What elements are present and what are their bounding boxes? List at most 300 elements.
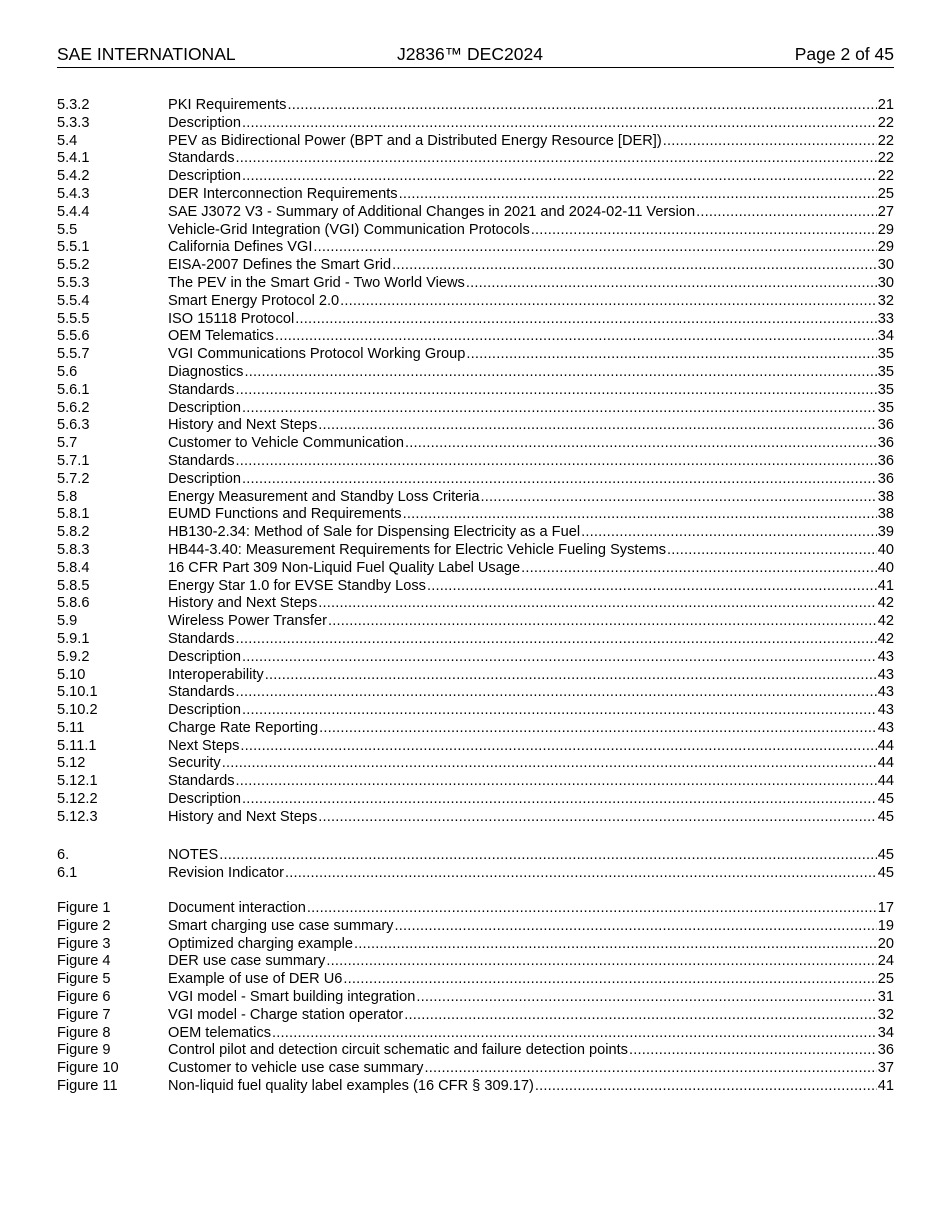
toc-entry-body (168, 613, 894, 631)
toc-dot-leader (240, 738, 876, 756)
toc-entry-title: PEV as Bidirectional Power (BPT and a Distributed Energy Resource [DER]) (168, 132, 662, 149)
toc-entry[interactable] (57, 168, 894, 186)
toc-entry[interactable] (57, 791, 894, 809)
toc-entry-page: 41 (877, 1077, 894, 1094)
toc-entry-page: 42 (877, 630, 894, 647)
toc-dot-leader (242, 702, 877, 720)
toc-entry-title: NOTES (168, 847, 219, 863)
toc-entry-title: Document interaction (168, 900, 306, 916)
toc-entry[interactable] (57, 364, 894, 382)
toc-entry-title: VGI Communications Protocol Working Group (168, 346, 466, 363)
toc-entry-title: Smart Energy Protocol 2.0 (168, 292, 340, 309)
toc-entry-page: 42 (877, 613, 894, 630)
toc-entry[interactable] (57, 97, 894, 115)
toc-entry[interactable] (57, 453, 894, 471)
toc-entry-body (168, 755, 894, 773)
toc-dot-leader (236, 773, 877, 791)
toc-dot-leader (392, 257, 877, 275)
toc-entry-body (168, 791, 894, 809)
toc-dot-leader (242, 400, 877, 418)
toc-entry-body (168, 847, 894, 865)
toc-dot-leader (318, 809, 877, 827)
toc-entry[interactable] (57, 773, 894, 791)
toc-dot-leader (531, 222, 877, 240)
toc-entry-number: 5.10.2 (57, 702, 98, 719)
toc-entry-number: 6.1 (57, 864, 78, 881)
toc-entry-title: HB130-2.34: Method of Sale for Dispensing Electricity as a Fuel (168, 524, 581, 541)
toc-entry[interactable] (57, 595, 894, 613)
toc-entry-number: Figure 1 (57, 900, 111, 916)
toc-entry-body (168, 971, 894, 989)
toc-entry-title: Diagnostics (168, 363, 244, 380)
toc-entry-body (168, 168, 894, 186)
toc-dot-leader (265, 667, 877, 685)
toc-entry[interactable] (57, 293, 894, 311)
toc-entry[interactable] (57, 542, 894, 560)
toc-dot-leader (236, 631, 877, 649)
toc-entry-page: 38 (877, 488, 894, 505)
toc-entry-number: 5.7 (57, 435, 78, 452)
toc-entry[interactable] (57, 1007, 894, 1025)
toc-dot-leader (319, 720, 877, 738)
toc-entry-title: Example of use of DER U6 (168, 971, 343, 988)
toc-entry-body (168, 150, 894, 168)
toc-entry[interactable] (57, 918, 894, 936)
toc-dot-leader (313, 239, 876, 257)
toc-entry-page: 22 (877, 150, 894, 167)
toc-entry-page: 41 (877, 577, 894, 594)
toc-entry-number: 5.12.3 (57, 808, 98, 825)
toc-entry[interactable] (57, 150, 894, 168)
toc-entry-body (168, 186, 894, 204)
toc-entry-number: 5.9.2 (57, 648, 90, 665)
toc-dot-leader (629, 1042, 877, 1060)
toc-dot-leader (466, 346, 876, 364)
toc-entry-title: Customer to vehicle use case summary (168, 1060, 424, 1077)
toc-entry-number: 5.5.4 (57, 292, 90, 309)
toc-dot-leader (343, 971, 876, 989)
toc-entry-number: 5.12 (57, 755, 86, 772)
toc-entry-title: The PEV in the Smart Grid - Two World Views (168, 274, 465, 291)
toc-entry-page: 35 (877, 346, 894, 363)
toc-entry-body (168, 936, 894, 954)
toc-entry[interactable] (57, 400, 894, 418)
toc-entry-body (168, 293, 894, 311)
toc-entry-title: EISA-2007 Defines the Smart Grid (168, 257, 392, 274)
toc-entry-body (168, 115, 894, 133)
toc-entry-page: 21 (877, 97, 894, 113)
toc-entry-title: 16 CFR Part 309 Non-Liquid Fuel Quality Label Usage (168, 559, 521, 576)
toc-dot-leader (236, 382, 877, 400)
toc-dot-leader (354, 936, 877, 954)
toc-entry-number: 5.7.1 (57, 452, 90, 469)
toc-entry-title: Energy Star 1.0 for EVSE Standby Loss (168, 577, 426, 594)
toc-entry[interactable] (57, 275, 894, 293)
toc-entry-body (168, 133, 894, 151)
toc-entry-page: 43 (877, 666, 894, 683)
toc-entry-number: 5.11 (57, 719, 85, 736)
toc-entry-page: 43 (877, 702, 894, 719)
toc-entry-page: 43 (877, 684, 894, 701)
toc-entry-body (168, 453, 894, 471)
toc-entry[interactable] (57, 435, 894, 453)
toc-entry-body (168, 328, 894, 346)
toc-entry[interactable] (57, 133, 894, 151)
toc-entry[interactable] (57, 222, 894, 240)
toc-dot-leader (236, 150, 877, 168)
toc-entry-number: 5.6.1 (57, 381, 90, 398)
toc-entry-body (168, 578, 894, 596)
toc-entry-number: 5.5.5 (57, 310, 90, 327)
toc-entry[interactable] (57, 115, 894, 133)
toc-entry-body (168, 595, 894, 613)
toc-entry-body (168, 97, 894, 115)
toc-entry-title: History and Next Steps (168, 417, 318, 434)
toc-entry-page: 30 (877, 257, 894, 274)
toc-entry[interactable] (57, 524, 894, 542)
toc-entry-number: 5.7.2 (57, 470, 90, 487)
toc-entry[interactable] (57, 971, 894, 989)
toc-entry-body (168, 524, 894, 542)
toc-entry-page: 44 (877, 737, 894, 754)
toc-dot-leader (667, 542, 877, 560)
page-header (57, 43, 894, 68)
toc-entry[interactable] (57, 417, 894, 435)
toc-entry-title: DER Interconnection Requirements (168, 185, 398, 202)
toc-entry[interactable] (57, 684, 894, 702)
toc-entry-page: 34 (877, 328, 894, 345)
toc-dot-leader (307, 900, 877, 918)
toc-entry-body (168, 382, 894, 400)
toc-entry-page: 32 (877, 1006, 894, 1023)
toc-entry-number: 5.5.6 (57, 328, 90, 345)
toc-entry-title: Revision Indicator (168, 864, 284, 881)
toc-entry-page: 34 (877, 1024, 894, 1041)
toc-entry-body (168, 275, 894, 293)
toc-entry[interactable] (57, 257, 894, 275)
toc-dot-leader (275, 328, 877, 346)
toc-entry-body (168, 417, 894, 435)
toc-entry-title: EUMD Functions and Requirements (168, 506, 402, 523)
toc-entry[interactable] (57, 702, 894, 720)
toc-entry-number: 5.11.1 (57, 737, 97, 754)
toc-entry-number: Figure 3 (57, 935, 111, 952)
toc-entry-title: ISO 15118 Protocol (168, 310, 295, 327)
toc-entry-body (168, 489, 894, 507)
toc-entry[interactable] (57, 1078, 894, 1096)
toc-dot-leader (404, 1007, 877, 1025)
toc-entry-body (168, 346, 894, 364)
toc-entry[interactable] (57, 720, 894, 738)
toc-entry-title: VGI model - Smart building integration (168, 988, 416, 1005)
toc-dot-leader (326, 953, 876, 971)
toc-dot-leader (663, 133, 877, 151)
toc-entry[interactable] (57, 649, 894, 667)
toc-entry-title: California Defines VGI (168, 239, 313, 256)
toc-entry-title: OEM Telematics (168, 328, 274, 345)
toc-entry-number: 5.5.1 (57, 239, 90, 256)
toc-entry-number: Figure 11 (57, 1077, 118, 1094)
toc-entry-title: Customer to Vehicle Communication (168, 435, 405, 452)
toc-entry-title: Next Steps (168, 737, 240, 754)
toc-entry-number: 5.3.3 (57, 114, 90, 131)
toc-entry-number: 6. (57, 847, 70, 863)
toc-entry-body (168, 542, 894, 560)
toc-entry-body (168, 1078, 894, 1096)
toc-entry[interactable] (57, 204, 894, 222)
toc-entry-body (168, 506, 894, 524)
toc-entry-number: 5.5.7 (57, 346, 90, 363)
toc-entry-page: 24 (877, 953, 894, 970)
toc-entry-title: Description (168, 648, 241, 665)
toc-entry[interactable] (57, 631, 894, 649)
toc-entry-number: 5.4.3 (57, 185, 90, 202)
toc-entry-body (168, 649, 894, 667)
toc-entry[interactable] (57, 578, 894, 596)
toc-entry-page: 22 (877, 168, 894, 185)
header-page-number: Page 2 of 45 (794, 44, 894, 64)
toc-entry-page: 29 (877, 239, 894, 256)
toc-entry-number: 5.4.1 (57, 150, 90, 167)
toc-entry[interactable] (57, 613, 894, 631)
toc-entry-body (168, 311, 894, 329)
toc-dot-leader (242, 649, 877, 667)
toc-entry-number: 5.8.1 (57, 506, 90, 523)
toc-entry-page: 37 (877, 1060, 894, 1077)
toc-entry[interactable] (57, 328, 894, 346)
toc-entry-number: 5.10.1 (57, 684, 98, 701)
toc-entry-page: 35 (877, 363, 894, 380)
toc-dot-leader (394, 918, 876, 936)
toc-dot-leader (242, 471, 877, 489)
toc-entry[interactable] (57, 1042, 894, 1060)
toc-entry-page: 35 (877, 399, 894, 416)
toc-entry[interactable] (57, 755, 894, 773)
toc-entry-body (168, 738, 894, 756)
toc-entry-number: 5.8 (57, 488, 78, 505)
toc-entry-title: SAE J3072 V3 - Summary of Additional Changes in 2021 and 2024-02-11 Version (168, 203, 696, 220)
toc-entry[interactable] (57, 560, 894, 578)
toc-entry-page: 27 (877, 203, 894, 220)
toc-entry-number: 5.8.5 (57, 577, 90, 594)
toc-entry[interactable] (57, 1060, 894, 1078)
header-organization: SAE INTERNATIONAL (57, 44, 236, 64)
toc-dot-leader (696, 204, 877, 222)
toc-entry-page: 40 (877, 541, 894, 558)
toc-dot-leader (236, 453, 877, 471)
toc-entry-page: 33 (877, 310, 894, 327)
toc-entry[interactable] (57, 506, 894, 524)
toc-entry[interactable] (57, 900, 894, 918)
toc-entry-number: Figure 8 (57, 1024, 111, 1041)
toc-dot-leader (403, 506, 877, 524)
toc-entry-title: Wireless Power Transfer (168, 613, 327, 630)
toc-entry-body (168, 1060, 894, 1078)
toc-dot-leader (285, 865, 877, 883)
toc-entry-body (168, 364, 894, 382)
toc-entry-page: 30 (877, 274, 894, 291)
toc-entry[interactable] (57, 471, 894, 489)
toc-entry[interactable] (57, 847, 894, 865)
toc-entry-body (168, 204, 894, 222)
toc-entry-body (168, 953, 894, 971)
toc-entry-body (168, 222, 894, 240)
toc-dot-leader (242, 168, 877, 186)
toc-entry-page: 45 (877, 791, 894, 808)
toc-entry-body (168, 773, 894, 791)
toc-entry-page: 38 (877, 506, 894, 523)
toc-entry[interactable] (57, 186, 894, 204)
toc-entry-body (168, 1007, 894, 1025)
toc-entry[interactable] (57, 382, 894, 400)
toc-entry-page: 44 (877, 755, 894, 772)
toc-entry-title: Standards (168, 773, 235, 790)
toc-entry-page: 22 (877, 114, 894, 131)
toc-entry-number: 5.6.3 (57, 417, 90, 434)
toc-entry-page: 35 (877, 381, 894, 398)
toc-dot-leader (581, 524, 877, 542)
toc-entry-title: Standards (168, 452, 235, 469)
toc-entry-body (168, 918, 894, 936)
toc-entry-title: Interoperability (168, 666, 264, 683)
toc-entry-number: 5.4.2 (57, 168, 90, 185)
toc-entry-title: Standards (168, 684, 235, 701)
toc-entry-title: Smart charging use case summary (168, 917, 394, 934)
toc-entry-number: 5.4 (57, 132, 78, 149)
toc-entry-body (168, 560, 894, 578)
toc-entry[interactable] (57, 989, 894, 1007)
toc-entry[interactable] (57, 809, 894, 827)
toc-entry-number: Figure 2 (57, 917, 111, 934)
toc-entry[interactable] (57, 239, 894, 257)
toc-entry-title: History and Next Steps (168, 808, 318, 825)
toc-entry-title: Energy Measurement and Standby Loss Criteria (168, 488, 480, 505)
toc-entry-body (168, 684, 894, 702)
toc-dot-leader (287, 97, 876, 115)
toc-dot-leader (416, 989, 876, 1007)
toc-dot-leader (318, 417, 877, 435)
toc-entry-body (168, 631, 894, 649)
toc-entry-page: 45 (877, 808, 894, 825)
toc-entry-number: Figure 4 (57, 953, 111, 970)
toc-entry-page: 43 (877, 719, 894, 736)
toc-entry-title: Description (168, 399, 241, 416)
toc-entry-page: 42 (877, 595, 894, 612)
toc-entry[interactable] (57, 311, 894, 329)
toc-entry-body (168, 720, 894, 738)
toc-entry-number: 5.4.4 (57, 203, 90, 220)
toc-dot-leader (535, 1078, 877, 1096)
toc-entry[interactable] (57, 936, 894, 954)
toc-entry[interactable] (57, 953, 894, 971)
toc-entry[interactable] (57, 1025, 894, 1043)
toc-entry-title: Charge Rate Reporting (168, 719, 319, 736)
toc-entry-number: Figure 6 (57, 988, 111, 1005)
toc-entry-title: DER use case summary (168, 953, 326, 970)
toc-dot-leader (236, 684, 877, 702)
toc-dot-leader (481, 489, 877, 507)
toc-entry-title: Description (168, 702, 241, 719)
toc-entry[interactable] (57, 667, 894, 685)
toc-entry-title: Vehicle-Grid Integration (VGI) Communication Protocols (168, 221, 530, 238)
toc-dot-leader (295, 311, 876, 329)
toc-entry-body (168, 239, 894, 257)
toc-entry-page: 45 (877, 864, 894, 881)
toc-entry[interactable] (57, 346, 894, 364)
toc-dot-leader (424, 1060, 876, 1078)
toc-entry-title: VGI model - Charge station operator (168, 1006, 404, 1023)
toc-dot-leader (222, 755, 877, 773)
toc-entry-page: 36 (877, 1042, 894, 1059)
toc-entry-body (168, 702, 894, 720)
toc-dot-leader (399, 186, 877, 204)
toc-entry-title: History and Next Steps (168, 595, 318, 612)
toc-entry[interactable] (57, 865, 894, 883)
toc-entry-page: 19 (877, 917, 894, 934)
toc-dot-leader (340, 293, 877, 311)
toc-entry-number: 5.9.1 (57, 630, 90, 647)
toc-entry-page: 22 (877, 132, 894, 149)
toc-entry-title: Non-liquid fuel quality label examples (16 CFR § 309.17) (168, 1077, 534, 1094)
toc-entry-title: Control pilot and detection circuit schematic and failure detection points (168, 1042, 628, 1059)
toc-entry-title: Description (168, 470, 241, 487)
toc-entry[interactable] (57, 489, 894, 507)
toc-dot-leader (244, 364, 876, 382)
toc-entry-number: 5.10 (57, 666, 86, 683)
toc-entry-number: 5.12.2 (57, 791, 98, 808)
toc-entry-page: 31 (877, 988, 894, 1005)
toc-entry-number: 5.8.6 (57, 595, 90, 612)
toc-dot-leader (242, 791, 877, 809)
toc-notes (57, 847, 894, 883)
toc-entry-page: 39 (877, 524, 894, 541)
toc-entry-page: 36 (877, 452, 894, 469)
toc-dot-leader (427, 578, 877, 596)
toc-entry-page: 45 (877, 847, 894, 863)
toc-entry-title: Standards (168, 381, 235, 398)
toc-entry-title: Description (168, 114, 241, 131)
toc-dot-leader (318, 595, 877, 613)
toc-entry-body (168, 257, 894, 275)
header-document-id: J2836™ DEC2024 (397, 44, 543, 64)
toc-entry-page: 40 (877, 559, 894, 576)
toc-entry-title: Description (168, 168, 241, 185)
toc-entry-page: 20 (877, 935, 894, 952)
toc-entry-page: 44 (877, 773, 894, 790)
toc-entry-number: 5.8.4 (57, 559, 90, 576)
toc-entry-page: 29 (877, 221, 894, 238)
toc-entry-title: Description (168, 791, 241, 808)
toc-entry-number: 5.12.1 (57, 773, 98, 790)
toc-dot-leader (405, 435, 877, 453)
toc-entry-number: 5.5.3 (57, 274, 90, 291)
toc-entry-number: Figure 5 (57, 971, 111, 988)
toc-entry-body (168, 989, 894, 1007)
toc-entry-page: 36 (877, 435, 894, 452)
toc-entry-number: Figure 9 (57, 1042, 111, 1059)
toc-entry[interactable] (57, 738, 894, 756)
toc-entry-title: Security (168, 755, 221, 772)
toc-entry-number: 5.6.2 (57, 399, 90, 416)
toc-entry-title: HB44-3.40: Measurement Requirements for Electric Vehicle Fueling Systems (168, 541, 667, 558)
toc-entry-number: Figure 7 (57, 1006, 111, 1023)
toc-entry-body (168, 809, 894, 827)
toc-entry-number: Figure 10 (57, 1060, 119, 1077)
toc-entry-title: Standards (168, 150, 235, 167)
toc-entry-body (168, 1042, 894, 1060)
toc-entry-body (168, 400, 894, 418)
toc-entry-number: 5.8.2 (57, 524, 90, 541)
